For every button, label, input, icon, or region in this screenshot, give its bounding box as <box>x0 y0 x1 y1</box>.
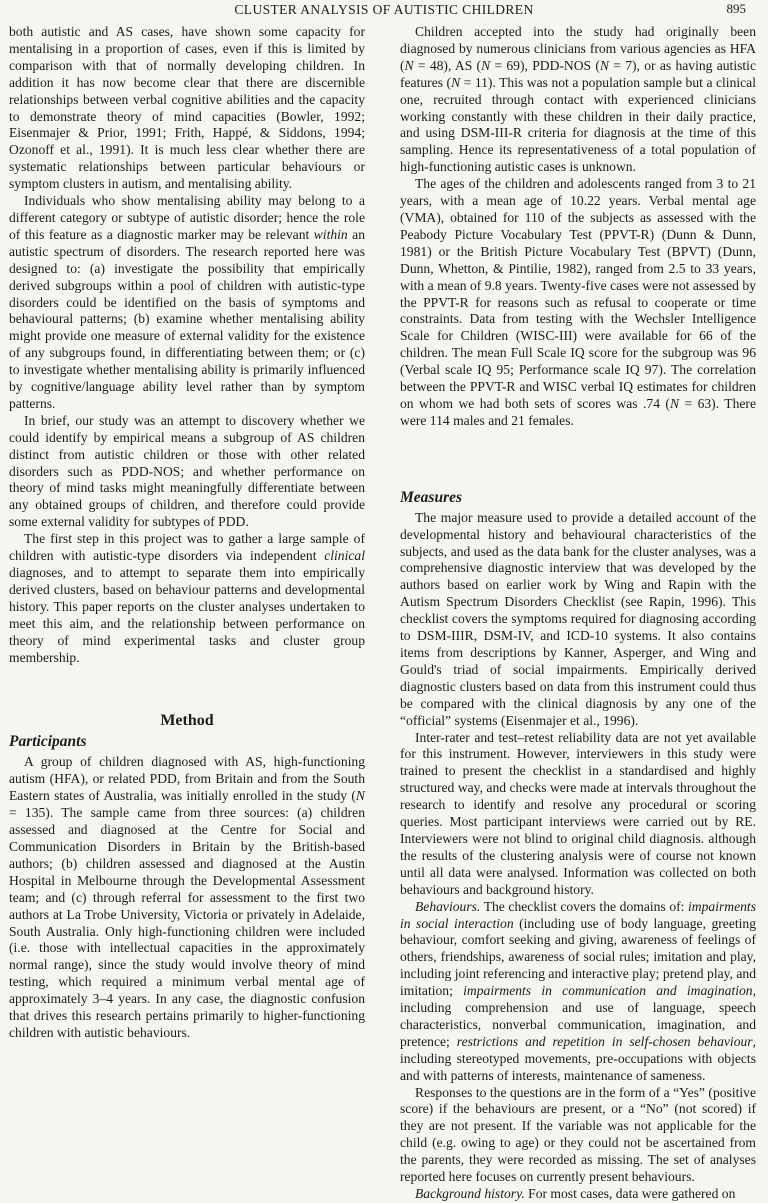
paragraph <box>9 413 365 531</box>
italic-text: Background history. <box>415 1186 525 1201</box>
paragraph <box>9 24 365 193</box>
text-run: an autistic spectrum of disorders. The research reported here was designed to: (a) investigate the possibility that empirically derived subgroups within a pool of children with autistic-type disorders could be identified on the basis of symptoms and behavioural patterns; (b) examine whether mentalising ability might provide one measure of external validity for the existence of any subgroups found, in differentiating between them; or (c) to investigate whether mentalising ability is primarily influenced by cognitive/language ability level rather than by symptom patterns. <box>9 226 365 411</box>
intro-paragraphs <box>9 24 365 666</box>
paragraph <box>400 176 756 430</box>
right-column <box>400 24 756 1203</box>
text-run: = 135). The sample came from three sources: (a) children assessed and diagnosed at the Centre for Social and Communication Disorders in Britain by the British-based authors; (b) children assessed and diagnosed at the Austin Hospital in Melbourne through the Developmental Assessment team; and (c) through referral for assessment to the first two authors at La Trobe University, Victoria or privately in Adelaide, South Australia. Only high-functioning children were included (i.e. those with intellectual capacities in the approximately normal range), since the study would involve theory of mind testing, which required a minimum verbal mental age of approximately 3–4 years. In any case, the diagnostic confusion that drives this research pertains primarily to higher-functioning children with autistic behaviours. <box>9 805 365 1040</box>
text-run: , including stereotyped movements, pre-occupations with objects and with patterns of interests, maintenance of sameness. <box>400 1033 756 1083</box>
participants-continued-paragraphs <box>400 24 756 430</box>
measures-heading: Measures <box>400 488 463 506</box>
participants-heading: Participants <box>9 733 87 751</box>
text-run: Inter-rater and test–retest reliability data are not yet available for this instrument. However, interviewers in this study were trained to present the checklist in a standardised and highly structured way, and checks were made at intervals throughout the research to identify and resolve any procedural or scoring queries. Most participant interviews were carried out by RE. Interviewers were not blind to original child diagnosis. although the results of the clustering analysis were of course not known until all data were analysed. Information was collected on both behaviours and background history. <box>400 729 756 897</box>
italic-text: N <box>355 788 365 804</box>
text-run: = 63). There were 114 males and 21 females. <box>400 395 756 428</box>
text-run: The major measure used to provide a detailed account of the developmental history and behavioural characteristics of the subjects, and used as the data bank for the cluster analyses, was a comprehensive diagnostic interview that was developed by the authors based on earlier work by Wing and Rapin with the Autism Spectrum Disorders Checklist (see Rapin, 1996). This checklist covers the symptoms required for diagnosing according to DSM-IIIR, DSM-IV, and ICD-10 systems. It also contains items from descriptions by Kanner, Asperger, and Wing and Gould's triad of social impairments. Empirically derived diagnostic clusters based on data from this instrument could thus be compared with the clinical diagnosis by any one of the “official” systems (Eisenmajer et al., 1996). <box>400 509 756 728</box>
italic-text: Behaviours. <box>415 898 481 914</box>
measures-paragraphs <box>400 510 756 1203</box>
text-run: The first step in this project was to gather a large sample of children with autistic-type disorders via independent <box>9 531 365 564</box>
section-spacer <box>9 666 365 710</box>
text-run: The ages of the children and adolescents ranged from 3 to 21 years, with a mean age of 10.22 years. Verbal mental age (VMA), obtained for 110 of the subjects as assessed with the Peabody Picture Vocabulary Test (PPVT-R) (Dunn & Dunn, 1981) or the British Picture Vocabulary Test (BPVT) (Dunn, Dunn, Whetton, & Pintilie, 1982), ranged from 2.5 to 33 years, with a mean of 9.8 years. Twenty-five cases were not assessed by the PPVT-R for reasons such as refusal to cooperate or time constraints. Data from testing with the Wechsler Intelligence Scale for Children (WISC-III) were available for 66 of the children. The mean Full Scale IQ score for the subgroup was 96 (Verbal scale IQ 95; Performance scale IQ 97). The correlation between the PPVT-R and WISC verbal IQ estimates for children on whom we had both sets of scores was .74 ( <box>400 176 756 411</box>
italic-text: impairments in communication and imagination <box>463 983 753 999</box>
paragraph <box>9 531 365 666</box>
page-number: 895 <box>726 1 746 16</box>
paragraph <box>400 24 756 176</box>
italic-text: restrictions and repetition in self-chosen behaviour <box>456 1033 753 1049</box>
paragraph <box>400 510 756 730</box>
text-run: both autistic and AS cases, have shown some capacity for mentalising in a proportion of cases, even if this is limited by comparison with that of normally developing children. In addition it has now become clear that there are discernible relationships between verbal cognitive abilities and the capacity to demonstrate theory of mind capacities (Bowler, 1992; Eisenmajer & Prior, 1991; Frith, Happé, & Siddons, 1994; Ozonoff et al., 1991). It is much less clear whether there are systematic relationships between particular behaviours or symptom clusters in autism, and mentalising ability. <box>9 24 365 192</box>
italic-text: N <box>451 74 461 90</box>
italic-text: N <box>481 57 491 73</box>
paragraph <box>9 193 365 413</box>
paragraph <box>400 730 756 899</box>
section-spacer <box>400 430 756 488</box>
text-run: (including use of body language, greeting behaviour, comfort seeking and giving, awareness of feelings of others, friendships, awareness of social rules; imitation and play, including joint referencing and interactive play; pretend play, and imitation; <box>400 915 757 999</box>
text-run: = 7), or as having autistic features ( <box>400 57 756 90</box>
text-run: = 48), AS ( <box>413 57 482 73</box>
text-run: Children accepted into the study had originally been diagnosed by numerous clinicians from various agencies as HFA ( <box>400 24 756 73</box>
text-run: For most cases, data were gathered on <box>524 1186 736 1201</box>
text-run: = 11). This was not a population sample but a clinical one, recruited through contact with experienced clinicians working constantly with these children in their daily practice, and using DSM-III-R criteria for diagnosis at the time of this sampling. Hence its representativeness of a total population of high-functioning autistic cases is unknown. <box>400 74 756 175</box>
text-run: = 69), PDD-NOS ( <box>490 57 600 73</box>
italic-text: N <box>599 57 609 73</box>
italic-text: clinical <box>324 548 365 564</box>
text-run: Individuals who show mentalising ability may belong to a different category or subtype of autistic disorder; hence the role of this feature as a diagnostic marker may be relevant <box>9 193 365 242</box>
paragraph <box>9 754 365 1041</box>
text-run: The checklist covers the domains of: <box>480 898 689 914</box>
text-run: Responses to the questions are in the form of a “Yes” (positive score) if the behaviours are present, or a “No” (not scored) if they are not present. If the variable was not applicable for the child (e.g. owing to age) or they could not be ascertained from the parents, they were recorded as missing. The set of analyses reported here focuses on currently present behaviours. <box>400 1084 756 1185</box>
method-heading: Method <box>160 712 214 730</box>
text-run: In brief, our study was an attempt to discovery whether we could identify by empirical means a subgroup of AS children distinct from autistic children or those with other related disorders such as PDD-NOS; and whether performance on theory of mind tasks might meaningfully differentiate between any obtained groups of children, and therefore could provide some external validity for subtypes of PDD. <box>9 412 365 530</box>
running-head <box>0 0 768 22</box>
paragraph <box>400 1186 756 1203</box>
italic-text: N <box>669 395 680 411</box>
left-column <box>9 24 365 1042</box>
italic-text: within <box>313 226 348 242</box>
participants-paragraphs <box>9 754 365 1041</box>
italic-text: N <box>404 57 414 73</box>
text-run: , including comprehension and use of language, speech characteristics, nonverbal communication, imagination, and pretence; <box>400 983 757 1049</box>
text-run: diagnoses, and to attempt to separate them into empirically derived clusters, based on behaviour patterns and developmental history. This paper reports on the cluster analyses undertaken to meet this aim, and the relationship between performance on theory of mind experimental tasks and cluster group membership. <box>9 565 365 665</box>
paragraph <box>400 899 756 1085</box>
paragraph <box>400 1085 756 1186</box>
running-title: CLUSTER ANALYSIS OF AUTISTIC CHILDREN <box>234 2 534 17</box>
text-run: A group of children diagnosed with AS, high-functioning autism (HFA), or related PDD, from Britain and from the South Eastern states of Australia, was initially enrolled in the study ( <box>9 754 365 804</box>
italic-text: impairments in social interaction <box>400 898 756 931</box>
